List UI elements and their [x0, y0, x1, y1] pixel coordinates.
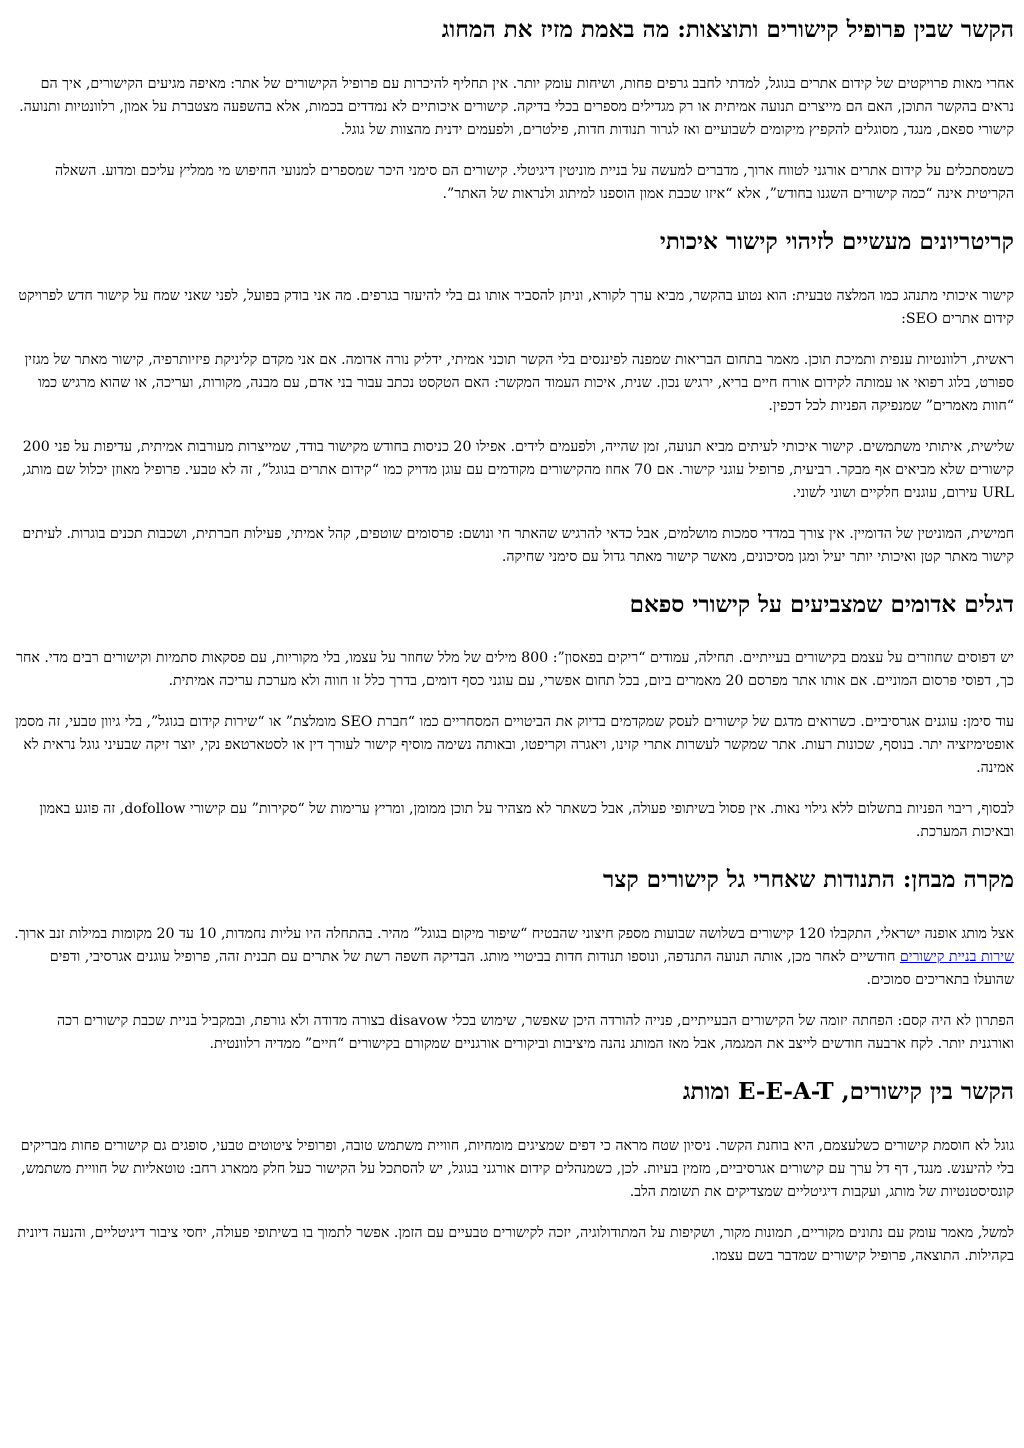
criteria-paragraph-4: חמישית, המוניטין של הדומיין. אין צורך במדדי סמכות מושלמים, אבל כדאי להרגיש שהאתר חי ונושם: פרסומים שוטפים, קהל אמיתי, פעילות חברתית, ושכבות תכנים בוגרות. לעיתים קישור מאתר קטן ואיכותי יותר יעיל ומגן מסיכונים, מאשר קישור מאתר גדול עם סימני שחיקה.: [22, 525, 1014, 565]
eeat-paragraph-1: גוגל לא חוסמת קישורים כשלעצמם, היא בוחנת הקשר. ניסיון שטח מראה כי דפים שמציגים מומחיות, חוויית משתמש טובה, ופרופיל ציטוטים טבעי, סופגים גם קישורים פחות מבריקים בלי להיענש. מנגד, דף דל ערך עם קישורים אגרסיביים, מזמין בעיות. לכן, כשמנהלים קידום אורגני בגוגל, יש להסתכל על הקישור כעל חלק ממארג רחב: טוטאליות של חוויית משתמש, קונסיסטנטיות של מותג, ועקבות דיגיטליים שמצדיקים את תשומת הלב.: [20, 1137, 1014, 1200]
case-study-paragraph-1: [10, 923, 1014, 992]
intro-paragraph-1: אחרי מאות פרויקטים של קידום אתרים בגוגל, למדתי לחבב גרפים פחות, ושיחות עומק יותר. אין תחליף להיכרות עם פרופיל הקישורים של אתר: מאיפה מגיעים הקישורים, איך הם נראים בהקשר התוכן, האם הם מייצרים תנועה אמיתית או רק מגדילים מספרים בכלי בדיקה. קישורים איכותיים לא נמדדים בכמות, אלא בהשפעה מצטברת על אמון, רלוונטיות ותנועה. קישורי ספאם, מנגד, מסוגלים להקפיץ מיקומים לשבועיים ואז לגרור תנודות חדות, פילטרים, ולפעמים ידנית מהצוות של גוגל.: [19, 75, 1014, 138]
red-flags-paragraph-1: יש דפוסים שחוזרים על עצמם בקישורים בעייתיים. תחילה, עמודים “ריקים בפאסון”: 800 מילים של מלל שחוזר על עצמו, בלי מקוריות, עם פסקאות סתמיות וקישורים רבים מדי. אחר כך, דפוסי פרסום המוניים. אם אותו אתר מפרסם 20 מאמרים ביום, בכל תחום אפשרי, עם עוגני כסף דומים, בדרך כלל זו חווה ולא מערכת עריכה אמיתית.: [16, 650, 1014, 690]
criteria-paragraph-2: ראשית, רלוונטיות ענפית ותמיכת תוכן. מאמר בתחום הבריאות שמפנה לפיננסים בלי הקשר תוכני אמיתי, ידליק נורה אדומה. אם אני מקדם קליניקת פיזיותרפיה, קישור מאתר של מגזין ספורט, בלוג רפואי או עמותה לקידום אורח חיים בריא, ירגיש נכון. שנית, איכות העמוד המקשר: האם הטקסט נכתב עבור בני אדם, עם מבנה, מקורות, ועריכה, או שהוא מרגיש כמו “חוות מאמרים” שמנפיקה הפניות לכל דכפין.: [24, 351, 1014, 414]
criteria-heading: קריטריונים מעשיים לזיהוי קישור איכותי: [659, 227, 1014, 255]
criteria-paragraph-3: שלישית, איתותי משתמשים. קישור איכותי לעיתים מביא תנועה, זמן שהייה, ולפעמים לידים. אפילו 20 כניסות בחודש מקישור בודד, שמייצרות מעורבות אמיתית, עדיפות על פני 200 קישורים שלא מביאים אף מבקר. רביעית, פרופיל עוגני קישור. אם 70 אחוז מהקישורים מקודמים עם עוגן מדויק כמו “קידום אתרים בגוגל”, זה לא טבעי. פרופיל מאוזן יכלול שם מותג, URL עירום, עוגנים חלקיים ושוני לשוני.: [21, 438, 1014, 501]
case-study-heading: מקרה מבחן: התנודות שאחרי גל קישורים קצר: [603, 866, 1014, 894]
red-flags-heading: דגלים אדומים שמצביעים על קישורי ספאם: [629, 590, 1014, 618]
link-building-service-link[interactable]: שירות בניית קישורים: [899, 949, 1014, 965]
page-title: הקשר שבין פרופיל קישורים ותוצאות: מה באמת מזיז את המחוג: [441, 16, 1014, 43]
intro-paragraph-2: כשמסתכלים על קידום אתרים אורגני לטווח ארוך, מדברים למעשה על בניית מוניטין דיגיטלי. קישורים הם סימני היכר שמספרים למנועי החיפוש מי ממליץ עליכם ומדוע. השאלה הקריטית אינה “כמה קישורים השגנו בחודש”, אלא “איזו שכבת אמון הוספנו למיתוג ולנראות של האתר”.: [54, 162, 1014, 202]
case-study-text-after: חודשיים לאחר מכן, אותה תנועה התנדפה, ונוספו תנודות חדות בביטויי מותג. הבדיקה חשפה רשת של אתרים עם תבנית זהה, פרופיל עוגנים אגרסיבי, ודפים שהועלו בתאריכים סמוכים.: [49, 949, 1014, 988]
red-flags-paragraph-3: לבסוף, ריבוי הפניות בתשלום ללא גילוי נאות. אין פסול בשיתופי פעולה, אבל כשאתר לא מצהיר על תוכן ממומן, ומריץ ערימות של “סקירות” עם קישורי dofollow, זה פוגע באמון ובאיכות המערכת.: [39, 801, 1014, 841]
red-flags-paragraph-2: עוד סימן: עוגנים אגרסיביים. כשרואים מדגם של קישורים לעסק שמקדמים בדיוק את הביטויים המסחריים כמו “חברת SEO מומלצת” או “שירות קידום בגוגל”, בלי גיוון טבעי, זה מסמן אופטימיזציה יתר. בנוסף, שכונות רעות. אתר שמקשר לעשרות אתרי קזינו, ויאגרה וקריפטו, ובאותה נשימה מוסיף קישור לעורך דין או לסטארטאפ נקי, יוצר זיקה שבעיני גוגל נראית לא אמינה.: [15, 714, 1014, 777]
case-study-text-before: אצל מותג אופנה ישראלי, התקבלו 120 קישורים בשלושה שבועות מספק חיצוני שהבטיח “שיפור מיקום בגוגל” מהיר. בהתחלה היו עליות נחמדות, 10 עד 20 מקומות במילות זנב ארוך.: [14, 926, 1014, 942]
eeat-paragraph-2: למשל, מאמר עומק עם נתונים מקוריים, תמונות מקור, ושקיפות על המתודולוגיה, יזכה לקישורים טבעיים עם הזמן. אפשר לתמוך בו בשיתופי פעולה, יחסי ציבור דיגיטליים, והנעה דיונית בקהילות. התוצאה, פרופיל קישורים שמדבר בשם עצמו.: [17, 1224, 1014, 1264]
criteria-paragraph-1: קישור איכותי מתנהג כמו המלצה טבעית: הוא נטוע בהקשר, מביא ערך לקורא, וניתן להסביר אותו גם בלי להיעזר בגרפים. מה אני בודק בפועל, לפני שאני שמח על קישור חדש לפרויקט קידום אתרים SEO:: [18, 287, 1014, 327]
case-study-paragraph-2: הפתרון לא היה קסם: הפחתה יזומה של הקישורים הבעייתיים, פנייה להורדה היכן שאפשר, שימוש בכלי disavow בצורה מדודה ולא גורפת, ובמקביל בניית שכבת קישורים רכה ואורגנית יותר. לקח ארבעה חודשים לייצב את המגמה, אבל מאז המותג נהנה מיציבות וביקורים אורגניים שמקורם בקישורים “חיים” ממדיה רלוונטית.: [57, 1013, 1014, 1052]
eeat-heading: הקשר בין קישורים, E-E-A-T ומותג: [682, 1078, 1014, 1105]
